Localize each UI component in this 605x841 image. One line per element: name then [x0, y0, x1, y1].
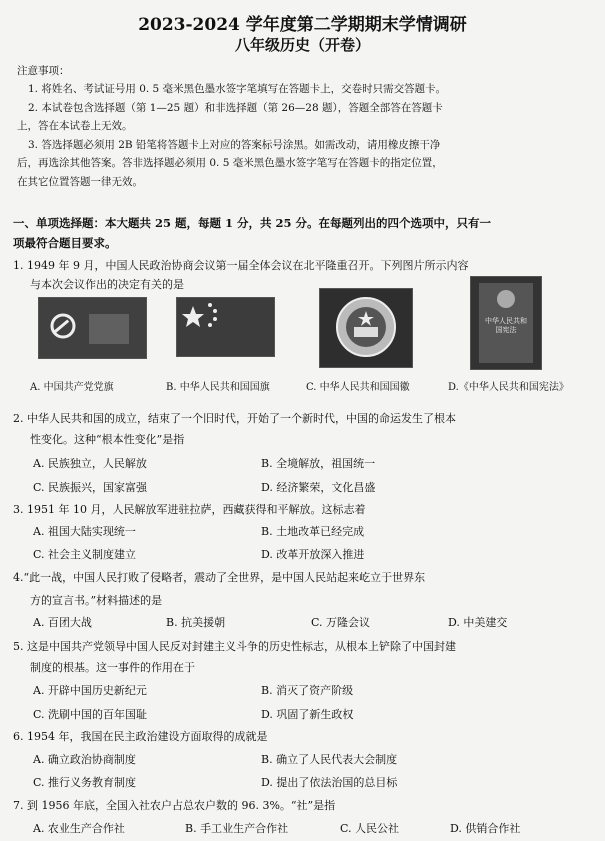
option-c: C. 推行义务教育制度	[33, 776, 137, 789]
constitution-cover-text: 中华人民共和国宪法	[485, 317, 527, 334]
notice-line: 1. 将姓名、考试证号用 0. 5 毫米黑色墨水签字笔填写在答题卡上，交卷时只需交答题卡。	[28, 83, 447, 95]
option-c: C. 万隆会议	[311, 616, 371, 629]
notice-line: 上，答在本试卷上无效。	[17, 120, 133, 132]
option-c: C. 人民公社	[340, 822, 400, 835]
notice-line: 2. 本试卷包含选择题（第 1—25 题）和非选择题（第 26—28 题），答题全部答在答题卡	[28, 102, 443, 114]
option-d: D. 改革开放深入推进	[261, 548, 365, 561]
option-a: A. 确立政治协商制度	[33, 753, 136, 766]
section-heading: 项最符合题目要求。	[13, 236, 117, 250]
question-stem: 制度的根基。这一事件的作用在于	[30, 661, 195, 674]
hammer-sickle-icon	[39, 298, 146, 358]
notice-label: 注意事项：	[17, 65, 70, 77]
national-emblem-image	[319, 288, 413, 368]
question-stem: 与本次会议作出的决定有关的是	[30, 278, 184, 291]
question-stem: 性变化。这种“根本性变化”是指	[30, 433, 185, 446]
option-b: B. 全境解放，祖国统一	[261, 457, 376, 470]
question-stem: 3. 1951 年 10 月，人民解放军进驻拉萨，西藏获得和平解放。这标志着	[13, 503, 366, 516]
exam-subtitle: 八年级历史（开卷）	[234, 36, 370, 54]
option-a: A. 开辟中国历史新纪元	[33, 684, 147, 697]
emblem-icon	[320, 289, 412, 367]
option-d: D. 经济繁荣，文化昌盛	[261, 481, 376, 494]
option-a: A. 祖国大陆实现统一	[33, 525, 136, 538]
option-d: D. 巩固了新生政权	[261, 708, 354, 721]
option-b: B. 手工业生产合作社	[185, 822, 289, 835]
question-stem: 方的宣言书。”材料描述的是	[30, 594, 163, 607]
exam-title: 2023-2024 学年度第二学期期末学情调研	[138, 15, 467, 35]
question-stem: 2. 中华人民共和国的成立，结束了一个旧时代，开始了一个新时代，中国的命运发生了根本	[13, 412, 456, 425]
national-flag-image	[176, 297, 275, 357]
option-d: D. 供销合作社	[450, 822, 521, 835]
option-b: B. 土地改革已经完成	[261, 525, 365, 538]
party-flag-image	[38, 297, 147, 359]
option-c: C. 洗刷中国的百年国耻	[33, 708, 148, 721]
notice-line: 3. 答选择题必须用 2B 铅笔将答题卡上对应的答案标号涂黑。如需改动，请用橡皮擦干净	[28, 139, 441, 151]
option-a: A. 中国共产党党旗	[30, 382, 114, 393]
question-stem: 1. 1949 年 9 月，中国人民政治协商会议第一届全体会议在北平隆重召开。下列图片所示内容	[13, 259, 469, 272]
notice-line: 后，再选涂其他答案。答非选择题必须用 0. 5 毫米黑色墨水签字笔写在答题卡的指定位置，	[17, 157, 443, 169]
option-c: C. 社会主义制度建立	[33, 548, 137, 561]
question-stem: 5. 这是中国共产党领导中国人民反对封建主义斗争的历史性标志，从根本上铲除了中国封建	[13, 640, 456, 653]
option-b: B. 消灭了资产阶级	[261, 684, 354, 697]
option-d: D.《中华人民共和国宪法》	[448, 382, 569, 393]
question-stem: 4.“此一战，中国人民打败了侵略者，震动了全世界，是中国人民站起来屹立于世界东	[13, 571, 426, 584]
question-stem: 7. 到 1956 年底，全国入社农户占总农户数的 96. 3%。“社”是指	[13, 799, 336, 812]
notice-line: 在其它位置答题一律无效。	[17, 176, 143, 188]
section-heading: 一、单项选择题：本大题共 25 题，每题 1 分，共 25 分。在每题列出的四个选项中，只有一	[13, 216, 492, 230]
option-a: A. 百团大战	[33, 616, 92, 629]
question-stem: 6. 1954 年，我国在民主政治建设方面取得的成就是	[13, 730, 268, 743]
option-a: A. 民族独立，人民解放	[33, 457, 147, 470]
option-c: C. 民族振兴，国家富强	[33, 481, 148, 494]
option-b: B. 中华人民共和国国旗	[166, 382, 270, 393]
option-c: C. 中华人民共和国国徽	[306, 382, 410, 393]
constitution-image	[470, 276, 542, 370]
option-d: D. 中美建交	[448, 616, 508, 629]
option-b: B. 抗美援朝	[166, 616, 226, 629]
star-flag-icon	[177, 298, 274, 356]
option-b: B. 确立了人民代表大会制度	[261, 753, 398, 766]
option-a: A. 农业生产合作社	[33, 822, 125, 835]
option-d: D. 提出了依法治国的总目标	[261, 776, 398, 789]
